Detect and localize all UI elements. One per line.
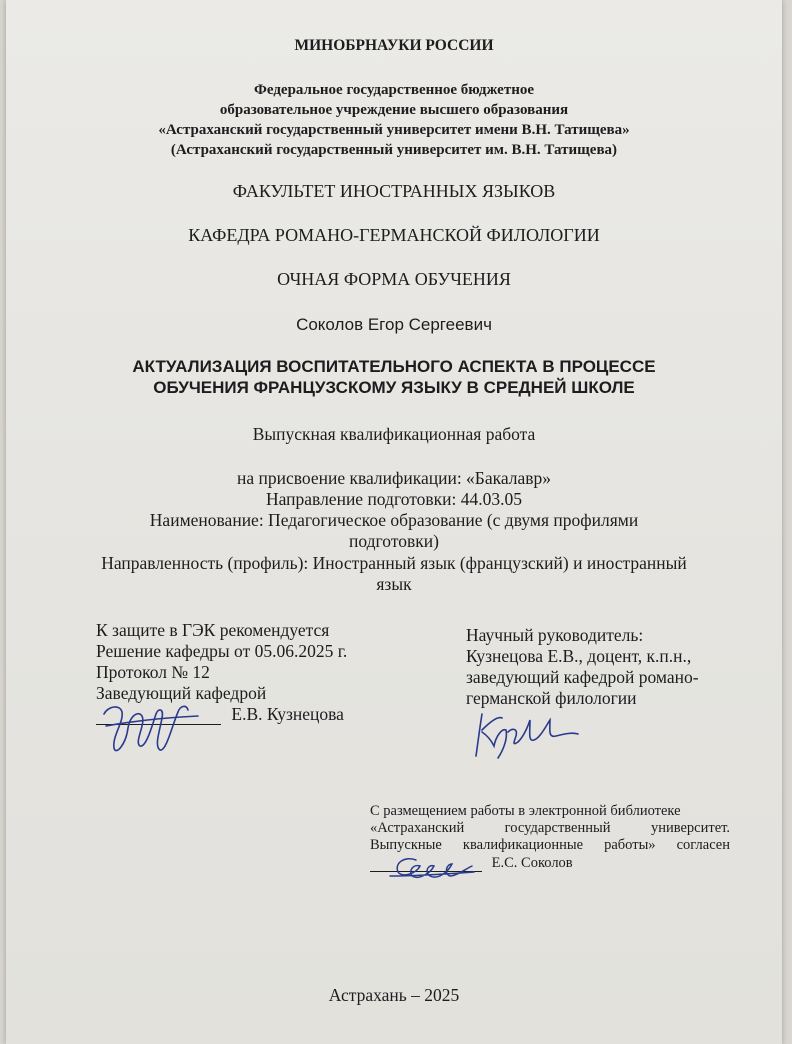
author-name: Соколов Егор Сергеевич: [296, 315, 492, 334]
institution-line-2: образовательное учреждение высшего образования: [219, 102, 569, 118]
city-year: Астрахань – 2025: [328, 985, 460, 1005]
defense-line-3: Протокол № 12: [96, 662, 210, 682]
student-signature-icon: [386, 846, 476, 886]
supervisor-line-1: Научный руководитель:: [466, 625, 644, 645]
student-name: Е.С. Соколов: [491, 855, 573, 871]
work-type: Выпускная квалификационная работа: [252, 424, 536, 444]
defense-line-2: Решение кафедры от 05.06.2025 г.: [96, 641, 348, 661]
study-form: ОЧНАЯ ФОРМА ОБУЧЕНИЯ: [277, 269, 511, 289]
supervisor-line-2: Кузнецова Е.В., доцент, к.п.н.,: [466, 646, 692, 666]
program-code-line: Направление подготовки: 44.03.05: [265, 489, 523, 509]
head-of-department-name: Е.В. Кузнецова: [231, 704, 344, 724]
profile-line: Направленность (профиль): Иностранный язык (французский) и иностранный: [101, 553, 687, 573]
institution-line-1: Федеральное государственное бюджетное: [253, 82, 535, 98]
document-page: [6, 0, 782, 1044]
institution-line-4: (Астраханский государственный университет им. В.Н. Татищева): [170, 142, 618, 158]
defense-line-1: К защите в ГЭК рекомендуется: [96, 620, 330, 640]
department-name: КАФЕДРА РОМАНО-ГЕРМАНСКОЙ ФИЛОЛОГИИ: [188, 225, 600, 245]
profile-line-2: язык: [376, 574, 412, 594]
supervisor-block: [466, 625, 699, 709]
consent-line-3: Выпускные квалификационные работы» согласен: [370, 837, 730, 853]
consent-line-1: С размещением работы в электронной библиотеке: [370, 803, 681, 819]
thesis-title-line-1: АКТУАЛИЗАЦИЯ ВОСПИТАТЕЛЬНОГО АСПЕКТА В ПРОЦЕССЕ: [132, 357, 656, 376]
program-name-line: Наименование: Педагогическое образование (с двумя профилями: [149, 510, 639, 530]
defense-line-4: Заведующий кафедрой: [96, 683, 267, 703]
program-name-line-2: подготовки): [349, 531, 439, 551]
consent-line-2: «Астраханский государственный университет.: [370, 820, 730, 836]
faculty-name: ФАКУЛЬТЕТ ИНОСТРАННЫХ ЯЗЫКОВ: [232, 181, 556, 201]
qualification-line: на присвоение квалификации: «Бакалавр»: [236, 468, 552, 488]
thesis-title-line-2: ОБУЧЕНИЯ ФРАНЦУЗСКОМУ ЯЗЫКУ В СРЕДНЕЙ ШКОЛЕ: [153, 378, 635, 397]
supervisor-line-3: заведующий кафедрой романо-: [466, 667, 699, 687]
institution-line-3: «Астраханский государственный университет имени В.Н. Татищева»: [158, 122, 630, 138]
supervisor-signature-icon: [468, 706, 580, 762]
ministry-heading: МИНОБРНАУКИ РОССИИ: [294, 37, 494, 54]
supervisor-line-4: германской филологии: [466, 688, 637, 708]
head-signature-icon: [98, 696, 208, 760]
